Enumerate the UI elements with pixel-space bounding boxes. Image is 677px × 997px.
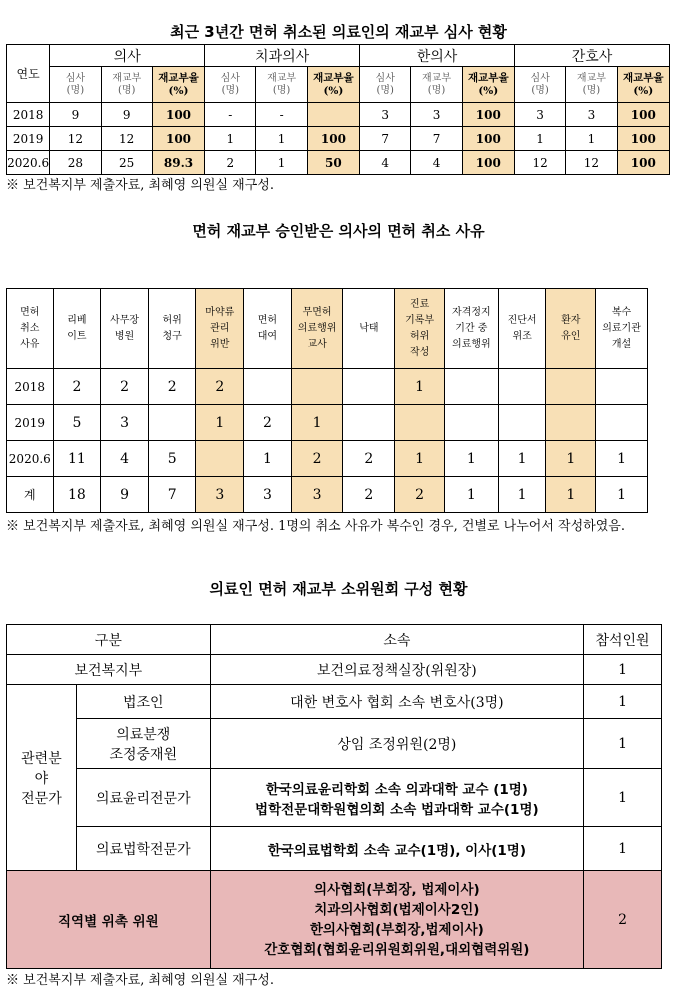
affiliation-cell: 보건의료정책실장(위원장)	[210, 655, 583, 685]
value-cell: 3	[411, 103, 462, 127]
affiliation-cell: 한국의료법학회 소속 교수(1명), 이사(1명)	[210, 827, 583, 871]
subheader-cell: 재교부 (명)	[566, 67, 617, 103]
value-cell: 9	[50, 103, 101, 127]
table-row	[7, 67, 670, 103]
value-cell: 3	[566, 103, 617, 127]
row-label: 2020.6	[7, 441, 54, 477]
year-cell: 2018	[7, 103, 50, 127]
value-cell: 4	[411, 151, 462, 175]
count-cell: 1	[584, 827, 662, 871]
value-cell: 1	[395, 441, 445, 477]
subheader-cell: 심사 (명)	[50, 67, 101, 103]
value-cell: 4	[360, 151, 411, 175]
value-cell: -	[256, 103, 307, 127]
value-cell: 89.3	[152, 151, 204, 175]
value-cell	[498, 405, 546, 441]
value-cell: 100	[617, 127, 669, 151]
value-cell: 2	[101, 369, 149, 405]
value-cell: 2	[53, 369, 101, 405]
reason-header: 무면허 의료행위 교사	[291, 289, 343, 369]
reason-header: 낙태	[343, 289, 395, 369]
value-cell: 100	[617, 151, 669, 175]
category-cell: 의료법학전문가	[76, 827, 210, 871]
value-cell: 1	[498, 477, 546, 513]
subheader-cell: 재교부율 (%)	[152, 67, 204, 103]
value-cell: 3	[514, 103, 565, 127]
value-cell: 100	[462, 127, 514, 151]
value-cell: 3	[101, 405, 149, 441]
value-cell: 50	[307, 151, 359, 175]
section1-note: ※ 보건복지부 제출자료, 최혜영 의원실 재구성.	[6, 178, 274, 193]
value-cell: 1	[566, 127, 617, 151]
reason-header: 복수 의료기관 개설	[596, 289, 648, 369]
value-cell: 7	[411, 127, 462, 151]
reason-header: 진단서 위조	[498, 289, 546, 369]
reason-header: 사무장 병원	[101, 289, 149, 369]
value-cell: 100	[462, 151, 514, 175]
year-header: 연도	[7, 45, 50, 103]
section2-title: 면허 재교부 승인받은 의사의 면허 취소 사유	[192, 222, 485, 240]
subheader-cell: 재교부 (명)	[101, 67, 152, 103]
value-cell: 12	[514, 151, 565, 175]
year-cell: 2020.6	[7, 151, 50, 175]
value-cell: 7	[148, 477, 196, 513]
group-header: 한의사	[360, 45, 515, 67]
value-cell: 2	[343, 477, 395, 513]
value-cell	[196, 441, 244, 477]
value-cell	[596, 405, 648, 441]
table-row	[7, 441, 648, 477]
subheader-cell: 심사 (명)	[514, 67, 565, 103]
table-row	[7, 625, 662, 655]
value-cell: 1	[291, 405, 343, 441]
reason-header: 면허 대여	[244, 289, 292, 369]
subheader-cell: 재교부율 (%)	[307, 67, 359, 103]
value-cell	[343, 405, 395, 441]
value-cell: 2	[291, 441, 343, 477]
count-cell: 2	[584, 871, 662, 969]
category-cell: 법조인	[76, 685, 210, 719]
value-cell: 5	[148, 441, 196, 477]
value-cell: 3	[291, 477, 343, 513]
table-row	[7, 827, 662, 871]
table-row	[7, 127, 670, 151]
value-cell: 100	[617, 103, 669, 127]
category-cell: 의료윤리전문가	[76, 769, 210, 827]
table-row	[7, 871, 662, 969]
reason-header: 진료 기록부 허위 작성	[395, 289, 445, 369]
row-label: 계	[7, 477, 54, 513]
section1-title: 최근 3년간 면허 취소된 의료인의 재교부 심사 현황	[170, 23, 507, 41]
value-cell: 25	[101, 151, 152, 175]
subheader-cell: 재교부 (명)	[256, 67, 307, 103]
reason-header: 자격정지 기간 중 의료행위	[444, 289, 498, 369]
value-cell	[596, 369, 648, 405]
value-cell: 3	[360, 103, 411, 127]
value-cell: 100	[307, 127, 359, 151]
reissue-review-table	[6, 44, 670, 175]
value-cell	[546, 405, 596, 441]
value-cell: 1	[596, 441, 648, 477]
value-cell	[343, 369, 395, 405]
subheader-cell: 재교부율 (%)	[617, 67, 669, 103]
header-affiliation: 소속	[210, 625, 583, 655]
revocation-reason-table	[6, 288, 648, 513]
value-cell: 1	[498, 441, 546, 477]
value-cell: 11	[53, 441, 101, 477]
value-cell	[148, 405, 196, 441]
category-cell: 직역별 위촉 위원	[7, 871, 211, 969]
header-count: 참석인원	[584, 625, 662, 655]
table-row	[7, 405, 648, 441]
reason-header: 마약류 관리 위반	[196, 289, 244, 369]
value-cell: 1	[205, 127, 256, 151]
table-row	[7, 151, 670, 175]
value-cell: 1	[514, 127, 565, 151]
value-cell: 1	[546, 477, 596, 513]
value-cell: 2	[395, 477, 445, 513]
value-cell: 9	[101, 477, 149, 513]
affiliation-cell: 의사협회(부회장, 법제이사) 치과의사협회(법제이사2인) 한의사협회(부회장,법제이사) 간호협회(협회윤리위원회위원,대외협력위원)	[210, 871, 583, 969]
value-cell: 2	[244, 405, 292, 441]
value-cell: 1	[444, 477, 498, 513]
value-cell: 1	[196, 405, 244, 441]
table-row	[7, 477, 648, 513]
affiliation-cell: 대한 변호사 협회 소속 변호사(3명)	[210, 685, 583, 719]
reason-header: 면허 취소 사유	[7, 289, 54, 369]
value-cell: -	[205, 103, 256, 127]
value-cell: 7	[360, 127, 411, 151]
subcommittee-table	[6, 624, 662, 969]
value-cell: 12	[101, 127, 152, 151]
subheader-cell: 심사 (명)	[360, 67, 411, 103]
value-cell: 100	[152, 127, 204, 151]
category-cell: 보건복지부	[7, 655, 211, 685]
expert-group-cell: 관련분 야 전문가	[7, 685, 77, 871]
value-cell	[244, 369, 292, 405]
value-cell	[444, 369, 498, 405]
table-row	[7, 369, 648, 405]
value-cell: 9	[101, 103, 152, 127]
year-cell: 2019	[7, 127, 50, 151]
value-cell: 3	[196, 477, 244, 513]
affiliation-cell: 한국의료윤리학회 소속 의과대학 교수 (1명) 법학전문대학원협의회 소속 법과대학 교수(1명)	[210, 769, 583, 827]
value-cell: 4	[101, 441, 149, 477]
count-cell: 1	[584, 685, 662, 719]
value-cell: 5	[53, 405, 101, 441]
value-cell	[498, 369, 546, 405]
group-header: 의사	[50, 45, 205, 67]
header-category: 구분	[7, 625, 211, 655]
value-cell: 2	[148, 369, 196, 405]
value-cell: 28	[50, 151, 101, 175]
subheader-cell: 재교부율 (%)	[462, 67, 514, 103]
value-cell: 1	[256, 151, 307, 175]
affiliation-cell: 상임 조정위원(2명)	[210, 719, 583, 769]
value-cell: 2	[343, 441, 395, 477]
value-cell: 12	[50, 127, 101, 151]
table-row	[7, 103, 670, 127]
reason-header: 리베 이트	[53, 289, 101, 369]
subheader-cell: 심사 (명)	[205, 67, 256, 103]
table-row	[7, 769, 662, 827]
section2-note: ※ 보건복지부 제출자료, 최혜영 의원실 재구성. 1명의 취소 사유가 복수인 경우, 건별로 나누어서 작성하였음.	[6, 519, 625, 534]
table-row	[7, 719, 662, 769]
value-cell: 1	[444, 441, 498, 477]
value-cell: 1	[596, 477, 648, 513]
value-cell	[444, 405, 498, 441]
value-cell	[395, 405, 445, 441]
value-cell	[546, 369, 596, 405]
value-cell: 1	[256, 127, 307, 151]
value-cell	[307, 103, 359, 127]
value-cell: 18	[53, 477, 101, 513]
value-cell: 2	[205, 151, 256, 175]
value-cell	[291, 369, 343, 405]
value-cell: 1	[244, 441, 292, 477]
row-label: 2018	[7, 369, 54, 405]
section3-note: ※ 보건복지부 제출자료, 최혜영 의원실 재구성.	[6, 973, 274, 988]
table-row	[7, 289, 648, 369]
table-row	[7, 45, 670, 67]
value-cell: 2	[196, 369, 244, 405]
value-cell: 12	[566, 151, 617, 175]
group-header: 치과의사	[205, 45, 360, 67]
category-cell: 의료분쟁 조정중재원	[76, 719, 210, 769]
value-cell: 100	[152, 103, 204, 127]
table-row	[7, 685, 662, 719]
value-cell: 100	[462, 103, 514, 127]
group-header: 간호사	[514, 45, 669, 67]
table-row	[7, 655, 662, 685]
value-cell: 3	[244, 477, 292, 513]
row-label: 2019	[7, 405, 54, 441]
count-cell: 1	[584, 719, 662, 769]
value-cell: 1	[546, 441, 596, 477]
reason-header: 허위 청구	[148, 289, 196, 369]
value-cell: 1	[395, 369, 445, 405]
reason-header: 환자 유인	[546, 289, 596, 369]
section3-title: 의료인 면허 재교부 소위원회 구성 현황	[209, 580, 468, 598]
count-cell: 1	[584, 655, 662, 685]
count-cell: 1	[584, 769, 662, 827]
subheader-cell: 재교부 (명)	[411, 67, 462, 103]
